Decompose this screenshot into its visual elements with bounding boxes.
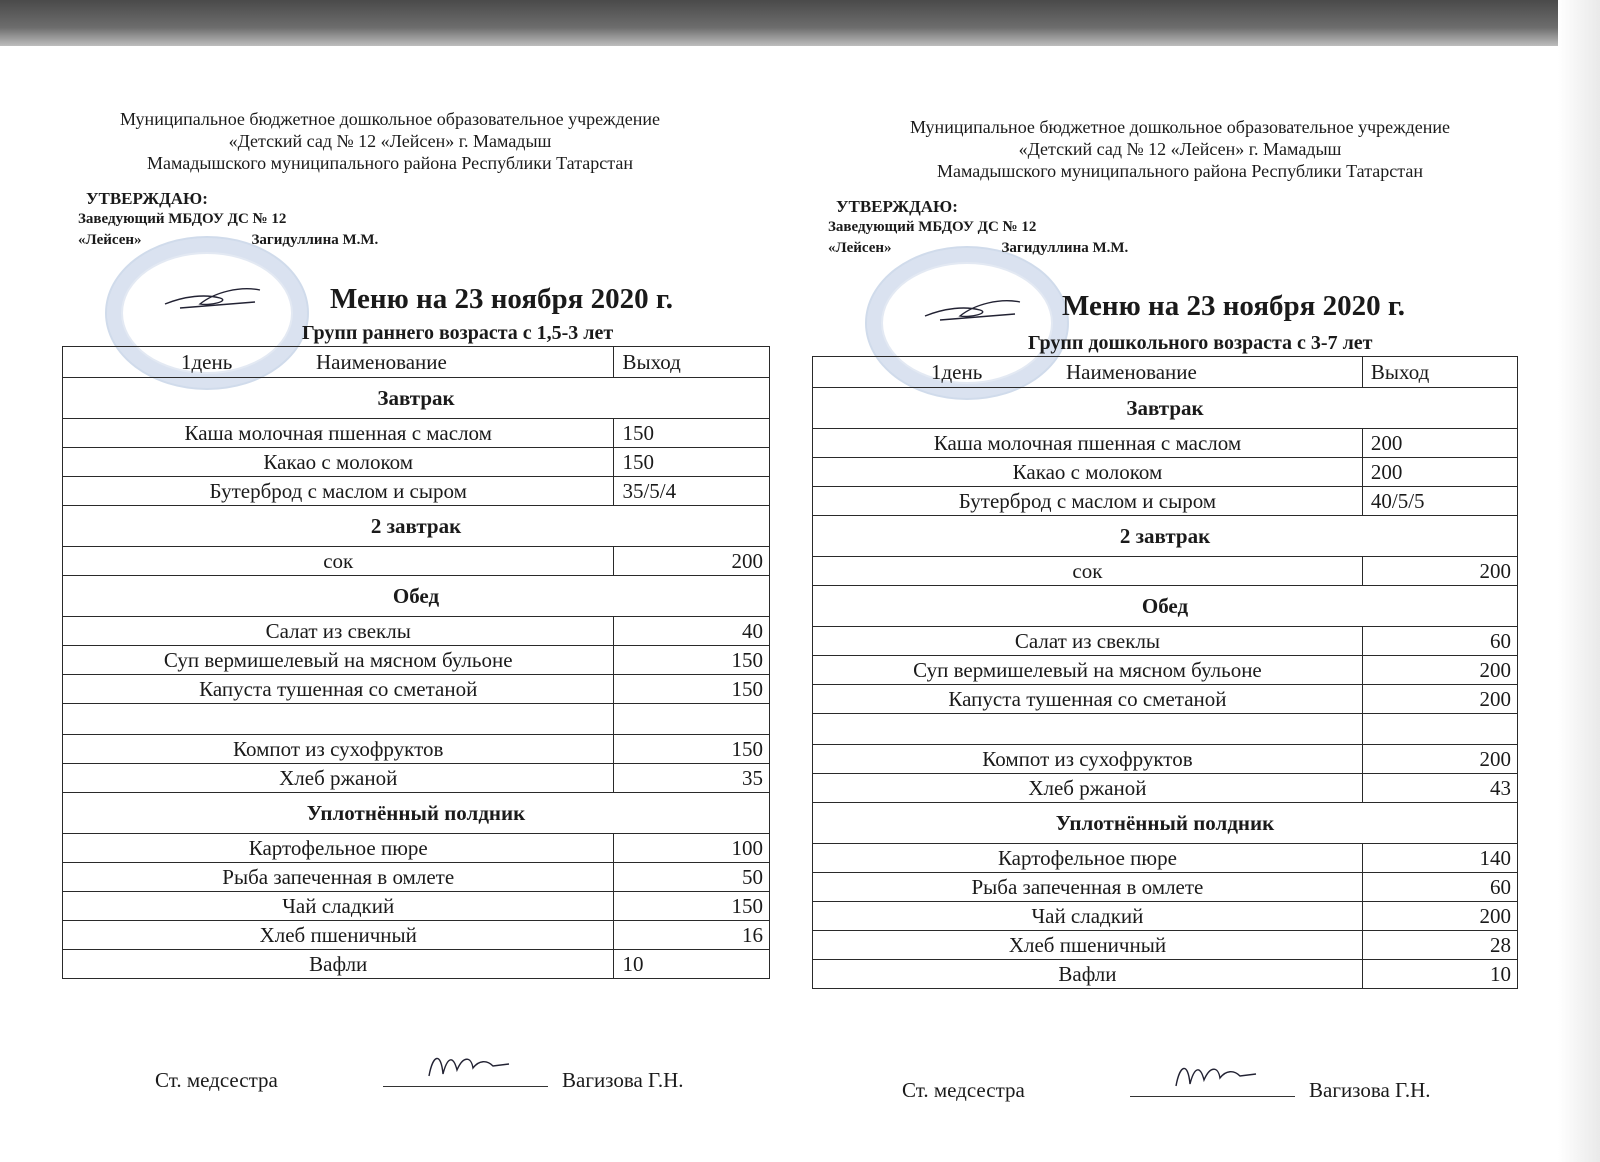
dish-qty: 28	[1362, 931, 1517, 960]
menu-title: Меню на 23 ноября 2020 г.	[330, 283, 674, 315]
dish-name: сок	[813, 557, 1363, 586]
org-line-2: «Детский сад № 12 «Лейсен» г. Мамадыш	[228, 131, 552, 151]
nurse-name: Вагизова Г.Н.	[1309, 1078, 1431, 1102]
table-row	[63, 617, 770, 646]
dish-qty: 35	[614, 764, 770, 793]
organization-header	[830, 116, 1530, 182]
dish-qty: 200	[1362, 685, 1517, 714]
dish-qty: 150	[614, 448, 770, 477]
director-signature	[920, 286, 1030, 326]
approve-name-left: «Лейсен»	[78, 232, 142, 248]
table-row	[63, 419, 770, 448]
dish-name: Каша молочная пшенная с маслом	[813, 429, 1363, 458]
header-qty: Выход	[1362, 357, 1517, 388]
table-row	[63, 892, 770, 921]
nurse-signature-line	[155, 1068, 684, 1093]
menu-title: Меню на 23 ноября 2020 г.	[1062, 290, 1406, 322]
table-row	[63, 834, 770, 863]
table-row	[813, 902, 1518, 931]
dish-name: Суп вермишелевый на мясном бульоне	[813, 656, 1363, 685]
organization-header	[40, 108, 740, 174]
table-row	[63, 921, 770, 950]
dish-qty: 200	[1362, 745, 1517, 774]
dish-name: Чай сладкий	[813, 902, 1363, 931]
nurse-signature	[383, 1068, 548, 1087]
dish-qty: 10	[614, 950, 770, 979]
table-row-empty	[813, 714, 1518, 745]
scan-shadow-top	[0, 0, 1600, 46]
dish-qty: 200	[1362, 557, 1517, 586]
org-line-1: Муниципальное бюджетное дошкольное образовательное учреждение	[120, 109, 660, 129]
table-row	[813, 458, 1518, 487]
org-line-2: «Детский сад № 12 «Лейсен» г. Мамадыш	[1018, 139, 1342, 159]
table-row	[813, 873, 1518, 902]
table-row	[63, 735, 770, 764]
table-row	[813, 429, 1518, 458]
dish-name: Чай сладкий	[63, 892, 614, 921]
approval-block	[828, 196, 1128, 259]
section-lunch: Обед	[813, 586, 1518, 627]
dish-qty: 150	[614, 675, 770, 704]
menu-table	[62, 346, 770, 979]
group-title: Групп раннего возраста с 1,5-3 лет	[302, 322, 614, 344]
dish-qty: 100	[614, 834, 770, 863]
dish-name: Компот из сухофруктов	[813, 745, 1363, 774]
dish-name: Капуста тушенная со сметаной	[813, 685, 1363, 714]
section-second-breakfast: 2 завтрак	[63, 506, 770, 547]
dish-name: Какао с молоком	[813, 458, 1363, 487]
dish-qty: 150	[614, 646, 770, 675]
nurse-signature-line	[902, 1078, 1431, 1103]
table-row	[813, 627, 1518, 656]
table-row	[813, 656, 1518, 685]
section-lunch: Обед	[63, 576, 770, 617]
table-row	[813, 931, 1518, 960]
dish-name: сок	[63, 547, 614, 576]
dish-qty: 43	[1362, 774, 1517, 803]
group-title: Групп дошкольного возраста с 3-7 лет	[1028, 332, 1373, 354]
nurse-label: Ст. медсестра	[155, 1068, 278, 1092]
table-row	[63, 675, 770, 704]
dish-name: Салат из свеклы	[813, 627, 1363, 656]
dish-qty: 50	[614, 863, 770, 892]
approval-block	[78, 188, 378, 251]
dish-name: Хлеб ржаной	[813, 774, 1363, 803]
dish-name: Капуста тушенная со сметаной	[63, 675, 614, 704]
dish-name: Бутерброд с маслом и сыром	[813, 487, 1363, 516]
dish-name: Рыба запеченная в омлете	[813, 873, 1363, 902]
dish-qty: 140	[1362, 844, 1517, 873]
org-line-3: Мамадышского муниципального района Республики Татарстан	[147, 153, 633, 173]
section-second-breakfast: 2 завтрак	[813, 516, 1518, 557]
approve-name-right: Загидуллина М.М.	[251, 232, 379, 248]
menu-page-preschool-age	[790, 46, 1550, 1156]
dish-qty: 200	[614, 547, 770, 576]
table-row	[63, 764, 770, 793]
dish-name: Компот из сухофруктов	[63, 735, 614, 764]
header-day: 1день	[931, 360, 983, 384]
table-row	[813, 745, 1518, 774]
header-qty: Выход	[614, 347, 770, 378]
dish-qty: 10	[1362, 960, 1517, 989]
dish-qty: 60	[1362, 873, 1517, 902]
section-breakfast: Завтрак	[813, 388, 1518, 429]
table-header-row	[813, 357, 1518, 388]
table-row	[813, 774, 1518, 803]
table-row	[813, 685, 1518, 714]
dish-name: Какао с молоком	[63, 448, 614, 477]
approve-position: Заведующий МБДОУ ДС № 12	[828, 219, 1037, 235]
table-row	[63, 950, 770, 979]
header-name: Наименование	[316, 350, 447, 374]
table-row	[813, 960, 1518, 989]
approve-name-left: «Лейсен»	[828, 240, 892, 256]
header-day: 1день	[181, 350, 233, 374]
menu-page-early-age	[0, 46, 763, 1156]
approve-name-right: Загидуллина М.М.	[1001, 240, 1129, 256]
dish-qty: 200	[1362, 429, 1517, 458]
section-afternoon-snack: Уплотнённый полдник	[63, 793, 770, 834]
nurse-label: Ст. медсестра	[902, 1078, 1025, 1102]
dish-name: Бутерброд с маслом и сыром	[63, 477, 614, 506]
dish-name: Хлеб ржаной	[63, 764, 614, 793]
table-row	[63, 547, 770, 576]
org-line-1: Муниципальное бюджетное дошкольное образовательное учреждение	[910, 117, 1450, 137]
dish-qty: 60	[1362, 627, 1517, 656]
dish-qty: 40/5/5	[1362, 487, 1517, 516]
dish-qty: 16	[614, 921, 770, 950]
header-name: Наименование	[1066, 360, 1197, 384]
dish-qty: 40	[614, 617, 770, 646]
dish-qty: 35/5/4	[614, 477, 770, 506]
menu-table	[812, 356, 1518, 989]
dish-name: Хлеб пшеничный	[813, 931, 1363, 960]
table-row	[813, 844, 1518, 873]
dish-qty: 200	[1362, 458, 1517, 487]
approve-title: УТВЕРЖДАЮ:	[836, 197, 958, 216]
table-row	[63, 477, 770, 506]
approve-signer	[78, 230, 378, 251]
dish-qty: 150	[614, 892, 770, 921]
dish-qty: 200	[1362, 902, 1517, 931]
table-row	[813, 557, 1518, 586]
dish-name: Рыба запеченная в омлете	[63, 863, 614, 892]
dish-name: Салат из свеклы	[63, 617, 614, 646]
dish-name: Вафли	[63, 950, 614, 979]
table-row	[63, 646, 770, 675]
table-row-empty	[63, 704, 770, 735]
scan-shadow-right	[1558, 0, 1600, 1162]
table-row	[63, 448, 770, 477]
dish-qty: 200	[1362, 656, 1517, 685]
approve-signer	[828, 238, 1128, 259]
table-row	[813, 487, 1518, 516]
dish-name: Вафли	[813, 960, 1363, 989]
director-signature	[160, 274, 270, 314]
org-line-3: Мамадышского муниципального района Республики Татарстан	[937, 161, 1423, 181]
dish-name: Суп вермишелевый на мясном бульоне	[63, 646, 614, 675]
nurse-signature	[1130, 1078, 1295, 1097]
section-breakfast: Завтрак	[63, 378, 770, 419]
approve-position: Заведующий МБДОУ ДС № 12	[78, 211, 287, 227]
dish-name: Каша молочная пшенная с маслом	[63, 419, 614, 448]
approve-title: УТВЕРЖДАЮ:	[86, 189, 208, 208]
dish-name: Картофельное пюре	[63, 834, 614, 863]
section-afternoon-snack: Уплотнённый полдник	[813, 803, 1518, 844]
dish-qty: 150	[614, 419, 770, 448]
table-row	[63, 863, 770, 892]
dish-name: Хлеб пшеничный	[63, 921, 614, 950]
table-header-row	[63, 347, 770, 378]
dish-qty: 150	[614, 735, 770, 764]
nurse-name: Вагизова Г.Н.	[562, 1068, 684, 1092]
dish-name: Картофельное пюре	[813, 844, 1363, 873]
